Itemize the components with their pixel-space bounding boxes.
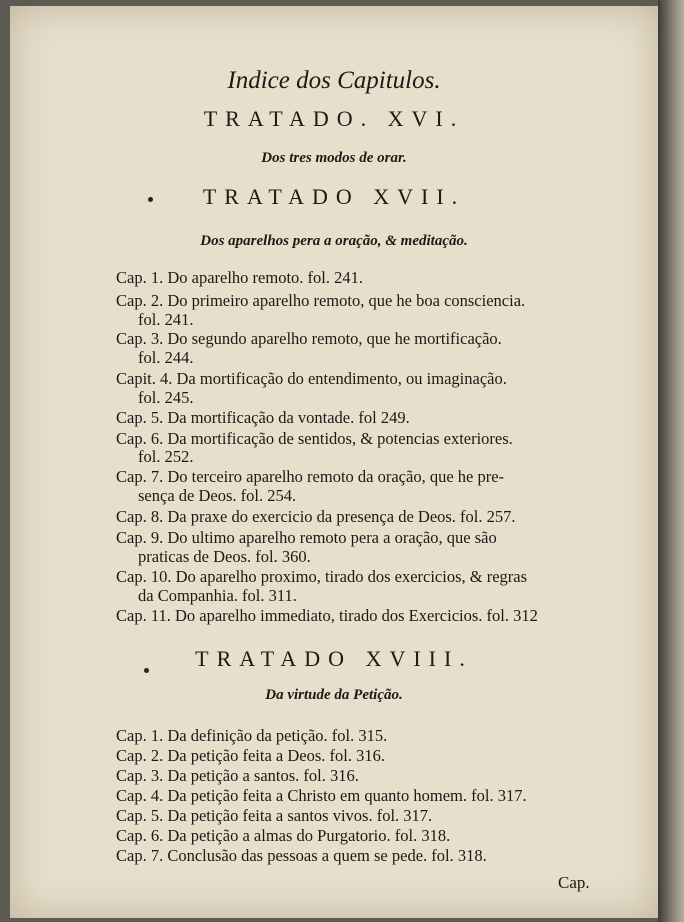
chapter-entry: Cap. 2. Da petição feita a Deos. fol. 316. [116, 746, 385, 765]
section-heading: TRATADO. XVI. [203, 106, 465, 131]
chapter-entry: Cap. 5. Da petição feita a santos vivos. fol. 317. [116, 806, 433, 825]
section-subtitle: Dos tres modos de orar. [261, 150, 407, 166]
chapter-entry: Cap. 7. Conclusão das pessoas a quem se pede. fol. 318. [116, 846, 487, 865]
chapter-entry: Cap. 9. Do ultimo aparelho remoto pera a oração, que são [116, 528, 497, 547]
chapter-entry: Cap. 6. Da mortificação de sentidos, & potencias exteriores. [116, 429, 513, 448]
chapter-entry: Cap. 1. Do aparelho remoto. fol. 241. [116, 268, 363, 287]
chapter-entry: Cap. 8. Da praxe do exercicio da presença de Deos. fol. 257. [116, 507, 516, 526]
book-edge [658, 0, 684, 922]
page-title: Indice dos Capitulos. [227, 67, 441, 94]
chapter-entry-continuation: praticas de Deos. fol. 360. [138, 547, 311, 566]
chapter-entry-continuation: fol. 245. [138, 388, 194, 407]
chapter-entry: Cap. 6. Da petição a almas do Purgatorio. fol. 318. [116, 826, 451, 845]
chapter-entry: Cap. 1. Da definição da petição. fol. 315. [116, 726, 388, 745]
chapter-entry-continuation: da Companhia. fol. 311. [138, 586, 297, 605]
catchword: Cap. [558, 873, 590, 892]
chapter-entry: Cap. 2. Do primeiro aparelho remoto, que he boa consciencia. [116, 291, 526, 310]
section-subtitle: Dos aparelhos pera a oração, & meditação. [200, 233, 468, 249]
chapter-entry: Cap. 4. Da petição feita a Christo em quanto homem. fol. 317. [116, 786, 527, 805]
chapter-entry: Capit. 4. Da mortificação do entendimento, ou imaginação. [116, 369, 507, 388]
section-heading: TRATADO XVII. [202, 184, 466, 209]
chapter-entry: Cap. 3. Da petição a santos. fol. 316. [116, 766, 359, 785]
section-heading: TRATADO XVIII. [195, 646, 473, 671]
chapter-entry-continuation: fol. 252. [138, 447, 194, 466]
chapter-entry-continuation: fol. 241. [138, 310, 194, 329]
chapter-entry: Cap. 10. Do aparelho proximo, tirado dos exercicios, & regras [116, 567, 528, 586]
section-subtitle: Da virtude da Petição. [265, 687, 403, 703]
book-page [10, 6, 658, 918]
chapter-entry: Cap. 3. Do segundo aparelho remoto, que he mortificação. [116, 329, 502, 348]
chapter-entry-continuation: sença de Deos. fol. 254. [138, 486, 297, 505]
chapter-entry: Cap. 7. Do terceiro aparelho remoto da oração, que he pre- [116, 467, 505, 486]
chapter-entry: Cap. 11. Do aparelho immediato, tirado dos Exercicios. fol. 312 [116, 606, 538, 625]
chapter-entry-continuation: fol. 244. [138, 348, 194, 367]
chapter-entry: Cap. 5. Da mortificação da vontade. fol 249. [116, 408, 410, 427]
